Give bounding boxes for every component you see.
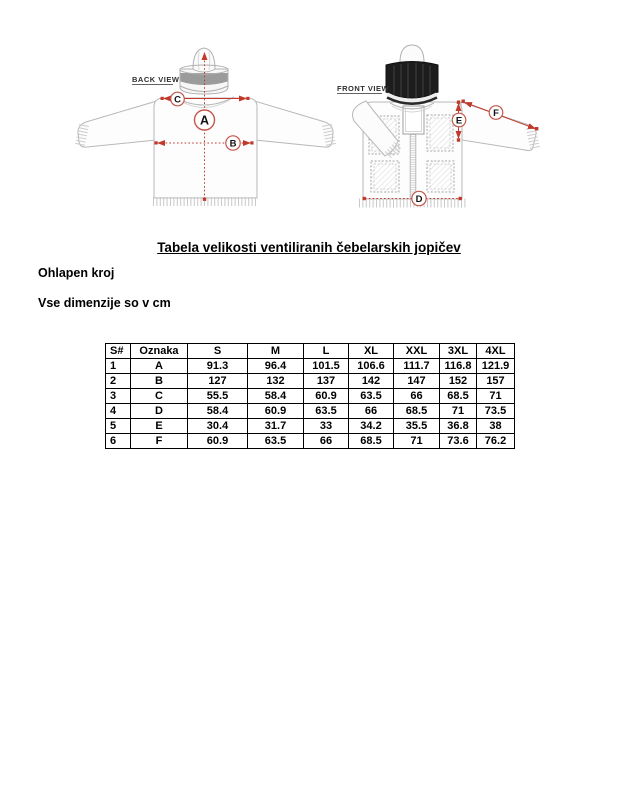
value-cell: 66 xyxy=(304,434,349,449)
size-table-row-f xyxy=(106,434,515,449)
measure-letter-A: A xyxy=(199,113,210,128)
row-number-cell: 6 xyxy=(106,434,131,449)
value-cell: 31.7 xyxy=(248,419,304,434)
chest-box xyxy=(403,106,424,134)
column-header-xxl: XXL xyxy=(394,344,440,359)
value-cell: 91.3 xyxy=(188,359,248,374)
oznaka-cell: A xyxy=(131,359,188,374)
row-number-cell: 3 xyxy=(106,389,131,404)
value-cell: 116.8 xyxy=(440,359,477,374)
column-header-4xl: 4XL xyxy=(477,344,515,359)
value-cell: 106.6 xyxy=(349,359,394,374)
measure-end-B-right xyxy=(250,141,253,144)
measure-end-B-left xyxy=(155,141,158,144)
back-hat-band xyxy=(181,73,228,85)
oznaka-cell: C xyxy=(131,389,188,404)
value-cell: 132 xyxy=(248,374,304,389)
value-cell: 60.9 xyxy=(188,434,248,449)
measure-end-D-right xyxy=(459,197,462,200)
measure-end-E-top xyxy=(457,101,460,104)
value-cell: 157 xyxy=(477,374,515,389)
value-cell: 66 xyxy=(349,404,394,419)
value-cell: 38 xyxy=(477,419,515,434)
measure-end-F-end xyxy=(535,127,538,130)
value-cell: 147 xyxy=(394,374,440,389)
oznaka-cell: E xyxy=(131,419,188,434)
measure-end-F-start xyxy=(462,100,465,103)
row-number-cell: 5 xyxy=(106,419,131,434)
pocket-upper-right xyxy=(427,115,453,151)
pocket-lower-right xyxy=(427,161,454,192)
value-cell: 76.2 xyxy=(477,434,515,449)
value-cell: 71 xyxy=(477,389,515,404)
front-view-drawing xyxy=(337,45,538,206)
measure-end-D-left xyxy=(363,197,366,200)
value-cell: 71 xyxy=(394,434,440,449)
size-table-header-row xyxy=(106,344,515,359)
oznaka-cell: B xyxy=(131,374,188,389)
back-view-drawing xyxy=(78,48,333,202)
pocket-lower-left xyxy=(371,161,399,192)
size-table-row-b xyxy=(106,374,515,389)
units-note: Vse dimenzije so v cm xyxy=(38,296,171,310)
row-number-cell: 2 xyxy=(106,374,131,389)
value-cell: 36.8 xyxy=(440,419,477,434)
size-table-body xyxy=(106,359,515,449)
value-cell: 71 xyxy=(440,404,477,419)
size-table-row-d xyxy=(106,404,515,419)
value-cell: 121.9 xyxy=(477,359,515,374)
value-cell: 111.7 xyxy=(394,359,440,374)
column-header-m: M xyxy=(248,344,304,359)
measure-letter-C: C xyxy=(174,94,181,106)
value-cell: 137 xyxy=(304,374,349,389)
row-number-cell: 1 xyxy=(106,359,131,374)
column-header-s: S xyxy=(188,344,248,359)
value-cell: 127 xyxy=(188,374,248,389)
measure-end-C-left xyxy=(161,97,164,100)
value-cell: 101.5 xyxy=(304,359,349,374)
value-cell: 34.2 xyxy=(349,419,394,434)
measure-end-C-right xyxy=(246,97,249,100)
value-cell: 63.5 xyxy=(304,404,349,419)
column-header-oznaka: Oznaka xyxy=(131,344,188,359)
value-cell: 60.9 xyxy=(304,389,349,404)
measure-end-E-bottom xyxy=(457,138,460,141)
measure-letter-F: F xyxy=(493,107,499,119)
value-cell: 73.6 xyxy=(440,434,477,449)
value-cell: 68.5 xyxy=(440,389,477,404)
column-header-snum: S# xyxy=(106,344,131,359)
back-left-sleeve xyxy=(78,100,160,147)
jacket-diagrams-svg xyxy=(0,0,618,232)
value-cell: 142 xyxy=(349,374,394,389)
value-cell: 63.5 xyxy=(248,434,304,449)
value-cell: 30.4 xyxy=(188,419,248,434)
back-view-label: BACK VIEW xyxy=(132,75,180,84)
front-view-label: FRONT VIEW xyxy=(337,84,390,93)
size-table-row-e xyxy=(106,419,515,434)
column-header-l: L xyxy=(304,344,349,359)
back-right-sleeve xyxy=(251,100,333,147)
measure-letter-B: B xyxy=(229,138,237,150)
value-cell: 58.4 xyxy=(188,404,248,419)
value-cell: 96.4 xyxy=(248,359,304,374)
value-cell: 66 xyxy=(394,389,440,404)
value-cell: 152 xyxy=(440,374,477,389)
fit-note: Ohlapen kroj xyxy=(38,266,115,280)
page-title: Tabela velikosti ventiliranih čebelarskih jopičev xyxy=(157,240,461,255)
column-header-3xl: 3XL xyxy=(440,344,477,359)
value-cell: 63.5 xyxy=(349,389,394,404)
value-cell: 68.5 xyxy=(349,434,394,449)
jacket-diagrams xyxy=(0,0,618,232)
measure-letter-D: D xyxy=(415,194,423,205)
value-cell: 55.5 xyxy=(188,389,248,404)
value-cell: 33 xyxy=(304,419,349,434)
column-header-xl: XL xyxy=(349,344,394,359)
value-cell: 73.5 xyxy=(477,404,515,419)
value-cell: 35.5 xyxy=(394,419,440,434)
size-table-row-c xyxy=(106,389,515,404)
size-table-row-a xyxy=(106,359,515,374)
row-number-cell: 4 xyxy=(106,404,131,419)
value-cell: 68.5 xyxy=(394,404,440,419)
value-cell: 58.4 xyxy=(248,389,304,404)
size-table xyxy=(105,343,515,449)
oznaka-cell: F xyxy=(131,434,188,449)
size-table-head xyxy=(106,344,515,359)
oznaka-cell: D xyxy=(131,404,188,419)
value-cell: 60.9 xyxy=(248,404,304,419)
measure-end-A xyxy=(203,198,206,201)
measure-letter-E: E xyxy=(455,115,463,127)
